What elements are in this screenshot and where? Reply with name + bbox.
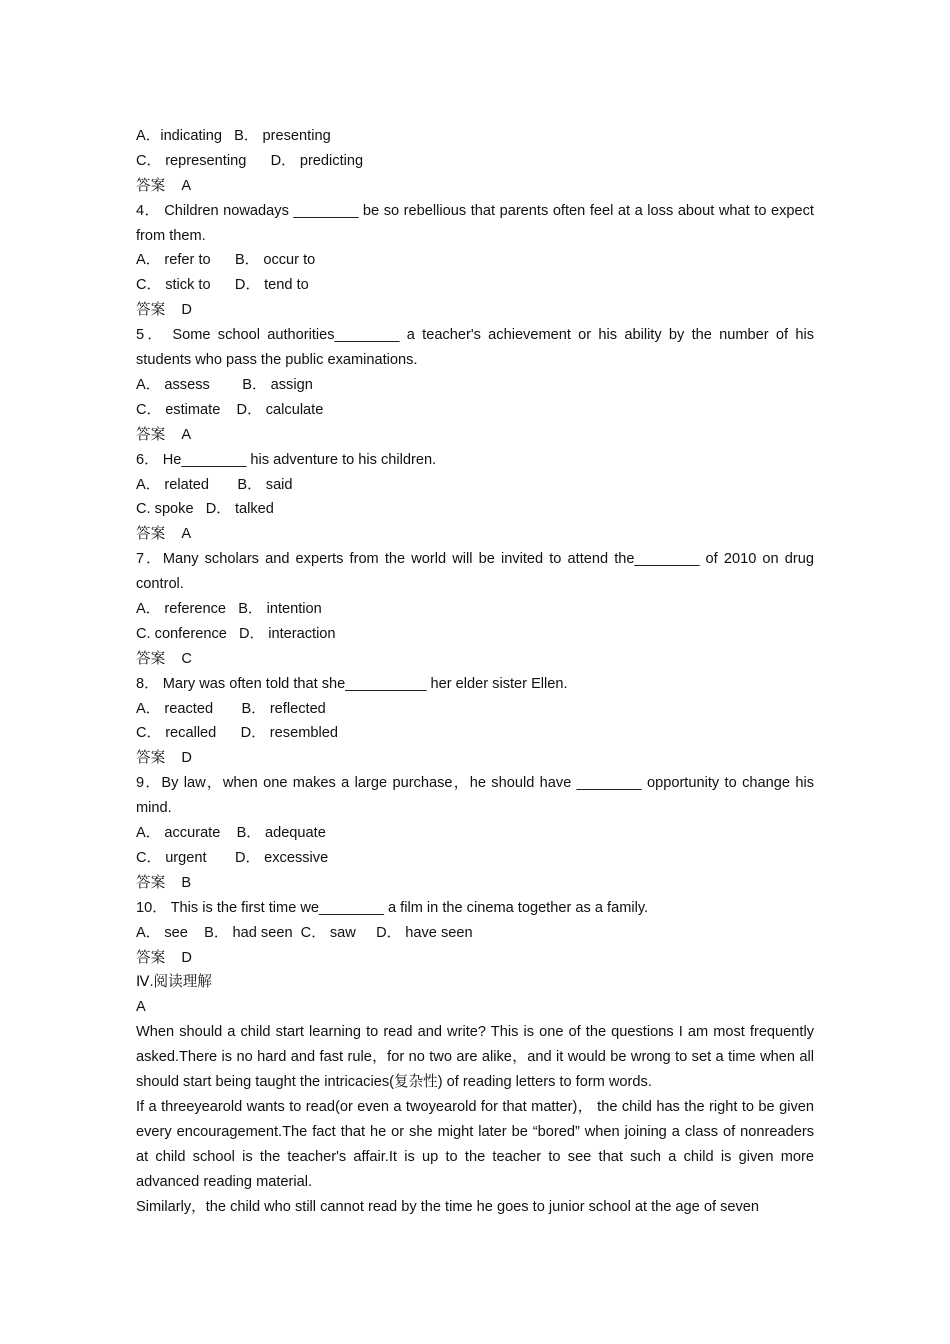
text-line: A． assess B． assign bbox=[136, 376, 313, 393]
text-line: 答案 A bbox=[136, 526, 192, 543]
text-line: A bbox=[136, 999, 146, 1016]
text-line: C． stick to D． tend to bbox=[136, 277, 309, 294]
text-line: A．indicating B． presenting bbox=[136, 128, 331, 144]
question-paragraph: 7．Many scholars and experts from the world will be invited to attend the________ of 2010 on drug control. bbox=[136, 551, 814, 593]
text-line: 答案 A bbox=[136, 426, 192, 443]
document-page bbox=[136, 124, 814, 1219]
text-line: Ⅳ.阅读理解 bbox=[136, 974, 212, 991]
text-line: 答案 D bbox=[136, 750, 192, 767]
text-line: A． accurate B． adequate bbox=[136, 825, 326, 842]
question-paragraph: 9．By law，when one makes a large purchase，he should have ________ opportunity to change his mind. bbox=[136, 775, 814, 817]
text-line: A． reacted B． reflected bbox=[136, 700, 326, 717]
text-line: 答案 A bbox=[136, 177, 192, 194]
question-paragraph: 5． Some school authorities________ a teacher's achievement or his ability by the number of his students who pass the public examinations. bbox=[136, 327, 814, 369]
text-line: C． representing D． predicting bbox=[136, 152, 364, 169]
text-line: Similarly，the child who still cannot read by the time he goes to junior school at the age of seven bbox=[136, 1198, 760, 1215]
question-paragraph: When should a child start learning to read and write? This is one of the questions I am most frequently asked.There is no hard and fast rule，for no two are alike，and it would be wrong to set a time when all should start being taught the intricacies(复杂性) of reading letters to form words. bbox=[136, 1024, 814, 1090]
text-line: A． related B． said bbox=[136, 476, 293, 493]
text-line: C． estimate D． calculate bbox=[136, 401, 324, 418]
text-line: C. spoke D． talked bbox=[136, 501, 274, 518]
text-line: C. conference D． interaction bbox=[136, 625, 336, 642]
text-line: A． reference B． intention bbox=[136, 601, 322, 618]
text-line: 10． This is the first time we________ a film in the cinema together as a family. bbox=[136, 899, 649, 916]
text-line: A． refer to B． occur to bbox=[136, 252, 316, 269]
text-line: 8． Mary was often told that she__________ her elder sister Ellen. bbox=[136, 675, 568, 692]
question-paragraph: 4． Children nowadays ________ be so rebellious that parents often feel at a loss about what to expect from them. bbox=[136, 202, 814, 244]
text-line: A． see B． had seen C． saw D． have seen bbox=[136, 924, 473, 941]
text-line: 答案 C bbox=[136, 650, 192, 667]
text-line: 答案 D bbox=[136, 302, 192, 319]
question-paragraph: If a threeyearold wants to read(or even a twoyearold for that matter)， the child has the right to be given every encouragement.The fact that he or she might later be “bored” when joining a class of nonreaders at child school is the teacher's affair.It is up to the teacher to see that such a child is given more advanced reading material. bbox=[136, 1098, 814, 1190]
text-line: C． urgent D． excessive bbox=[136, 849, 329, 866]
text-line: 答案 B bbox=[136, 874, 192, 891]
text-line: 答案 D bbox=[136, 949, 192, 966]
text-line: 6． He________ his adventure to his children. bbox=[136, 451, 437, 468]
text-line: C． recalled D． resembled bbox=[136, 725, 338, 742]
